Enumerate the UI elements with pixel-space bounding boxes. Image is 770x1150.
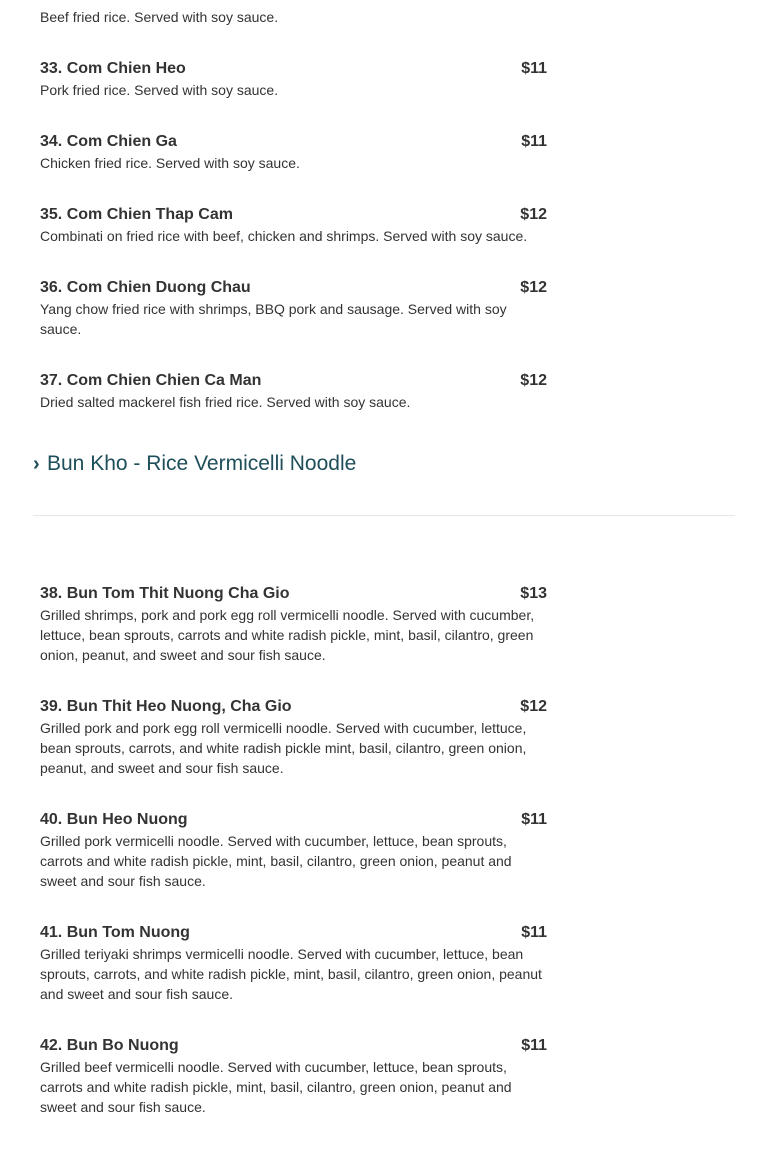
item-name: Com Chien Ga [66,133,177,150]
menu-item[interactable] [0,0,547,27]
item-price: $11 [521,924,547,941]
item-heading [40,922,547,944]
item-description: Grilled beef vermicelli noodle. Served with cucumber, lettuce, bean sprouts, carrots and white radish pickle, mint, basil, cilantro, green onion, peanut and sweet and sour fish sauce. [40,1059,512,1115]
item-name: Bun Tom Thit Nuong Cha Gio [66,585,290,602]
menu-item[interactable] [0,370,547,412]
item-number: 34. [40,133,63,150]
item-price: $11 [521,811,547,828]
item-price: $12 [520,698,547,715]
item-heading [40,370,547,392]
item-price: $11 [521,60,547,77]
item-heading [40,204,547,226]
item-description: Pork fried rice. Served with soy sauce. [40,82,279,98]
fried-rice-items [0,0,770,412]
item-number: 39. [40,698,63,715]
item-name: Com Chien Chien Ca Man [66,372,262,389]
item-description: Beef fried rice. Served with soy sauce. [40,9,279,25]
item-heading [40,1035,547,1057]
item-description: Combinati on fried rice with beef, chicken and shrimps. Served with soy sauce. [40,228,528,244]
item-description: Yang chow fried rice with shrimps, BBQ pork and sausage. Served with soy sauce. [40,301,507,337]
item-heading [40,809,547,831]
menu-item[interactable] [0,809,547,891]
menu-item[interactable] [0,1035,547,1117]
item-name: Com Chien Duong Chau [66,279,251,296]
vermicelli-items [0,583,770,1117]
item-heading [40,0,547,7]
section-title[interactable] [33,450,356,478]
item-number: 42. [40,1037,63,1054]
item-number: 38. [40,585,63,602]
menu-item[interactable] [0,583,547,665]
item-name: Com Chien Heo [66,60,186,77]
menu-item[interactable] [0,696,547,778]
item-price: $12 [520,279,547,296]
item-price: $11 [521,133,547,150]
item-number: 36. [40,279,63,296]
item-description: Chicken fried rice. Served with soy sauce. [40,155,300,171]
item-number: 40. [40,811,63,828]
item-description: Dried salted mackerel fish fried rice. Served with soy sauce. [40,394,411,410]
item-number: 35. [40,206,63,223]
item-name: Com Chien Thap Cam [66,206,233,223]
menu-item[interactable] [0,922,547,1004]
item-description: Grilled shrimps, pork and pork egg roll vermicelli noodle. Served with cucumber, lettuce, bean sprouts, carrots and white radish pickle, mint, basil, cilantro, green onion, peanut, and sweet and sour fish sauce. [40,607,535,663]
menu-item[interactable] [0,204,547,246]
item-price: $12 [520,372,547,389]
item-name: Bun Heo Nuong [66,811,188,828]
item-name: Bun Tom Nuong [66,924,190,941]
item-price: $13 [520,585,547,602]
item-heading [40,696,547,718]
menu-item[interactable] [0,131,547,173]
item-heading [40,277,547,299]
item-description: Grilled pork vermicelli noodle. Served with cucumber, lettuce, bean sprouts, carrots and white radish pickle, mint, basil, cilantro, green onion, peanut and sweet and sour fish sauce. [40,833,512,889]
section-title-text: Bun Kho - Rice Vermicelli Noodle [47,452,357,475]
item-description: Grilled teriyaki shrimps vermicelli noodle. Served with cucumber, lettuce, bean sprouts, carrots, and white radish pickle, mint, basil, cilantro, green onion, peanut and sweet and sour fish sauce. [40,946,542,1002]
menu-item[interactable] [0,277,547,339]
section-header[interactable] [33,441,735,516]
chevron-right-icon: › [33,453,40,475]
item-description: Grilled pork and pork egg roll vermicelli noodle. Served with cucumber, lettuce, bean sprouts, carrots, and white radish pickle mint, basil, cilantro, green onion, peanut, and sweet and sour fish sauce. [40,720,527,776]
item-number: 33. [40,60,63,77]
item-heading [40,131,547,153]
menu-item[interactable] [0,58,547,100]
item-heading [40,58,547,80]
item-heading [40,583,547,605]
item-number: 41. [40,924,63,941]
item-name: Bun Thit Heo Nuong, Cha Gio [66,698,292,715]
item-name: Bun Bo Nuong [66,1037,179,1054]
item-price: $11 [521,1037,547,1054]
item-number: 37. [40,372,63,389]
item-price: $12 [520,206,547,223]
